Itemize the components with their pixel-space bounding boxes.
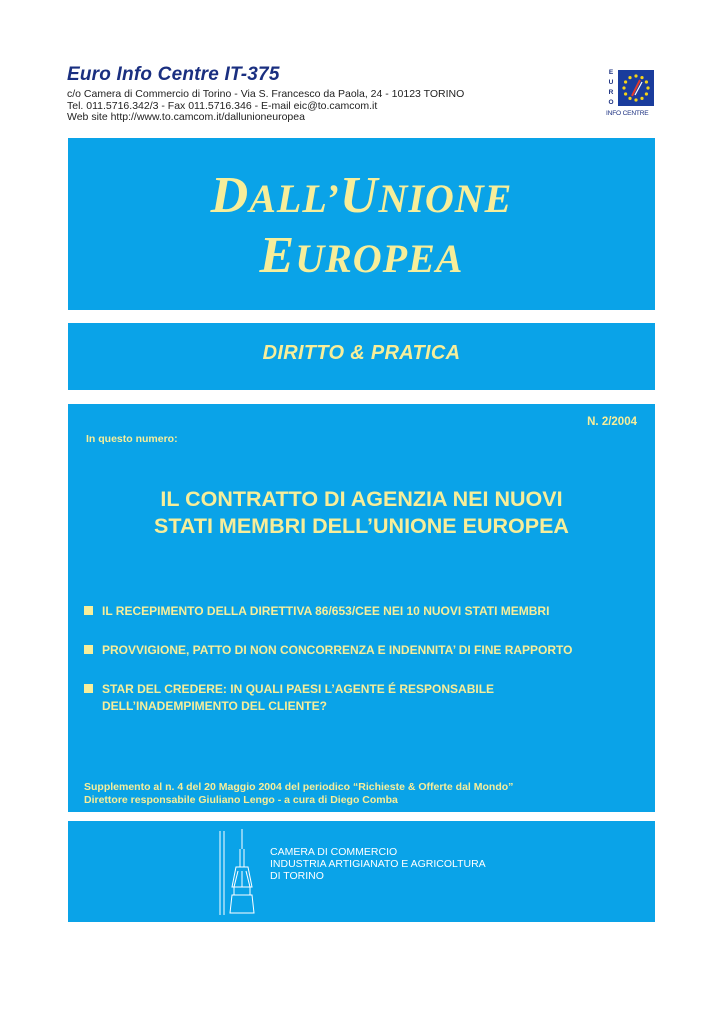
list-item: PROVVIGIONE, PATTO DI NON CONCORRENZA E INDENNITA’ DI FINE RAPPORTO <box>84 642 644 659</box>
chamber-panel <box>68 821 655 922</box>
website-line: Web site http://www.to.camcom.it/dallunioneuropea <box>67 111 305 123</box>
contact-line: Tel. 011.5716.342/3 - Fax 011.5716.346 - E-mail eic@to.camcom.it <box>67 99 378 112</box>
masthead-panel <box>68 138 655 310</box>
bullet-square-icon <box>84 645 93 654</box>
bullet-square-icon <box>84 606 93 615</box>
bullet-square-icon <box>84 684 93 693</box>
mole-antonelliana-icon <box>218 827 266 917</box>
supplement-note: Supplemento al n. 4 del 20 Maggio 2004 del periodico “Richieste & Offerte dal Mondo” Direttore responsabile Giuliano Lengo - a cura di Diego Comba <box>84 781 514 806</box>
logo-vertical-text: E U R O <box>608 69 614 106</box>
masthead-line-2: EUROPEA <box>259 227 464 284</box>
headline: IL CONTRATTO DI AGENZIA NEI NUOVI STATI MEMBRI DELL’UNIONE EUROPEA <box>154 487 569 538</box>
header <box>67 64 464 124</box>
masthead-line-1: DALL’UNIONE <box>210 167 513 224</box>
section-panel <box>68 323 655 390</box>
topics-list <box>84 603 644 737</box>
chamber-name: CAMERA DI COMMERCIO INDUSTRIA ARTIGIANATO E AGRICOLTURA DI TORINO <box>270 846 486 882</box>
centre-title: Euro Info Centre IT-375 <box>67 64 280 85</box>
address-line: c/o Camera di Commercio di Torino - Via S. Francesco da Paola, 24 - 10123 TORINO <box>67 88 465 100</box>
eu-flag-icon <box>618 70 654 106</box>
issue-panel <box>68 404 655 812</box>
section-label: DIRITTO & PRATICA <box>262 342 461 364</box>
in-this-issue-label: In questo numero: <box>86 433 178 445</box>
euro-info-centre-logo <box>606 68 656 120</box>
logo-caption: INFO CENTRE <box>606 110 649 117</box>
issue-number: N. 2/2004 <box>587 416 637 428</box>
list-item: STAR DEL CREDERE: IN QUALI PAESI L’AGENTE É RESPONSABILE DELL’INADEMPIMENTO DEL CLIENTE? <box>84 681 644 715</box>
list-item: IL RECEPIMENTO DELLA DIRETTIVA 86/653/CEE NEI 10 NUOVI STATI MEMBRI <box>84 603 644 620</box>
